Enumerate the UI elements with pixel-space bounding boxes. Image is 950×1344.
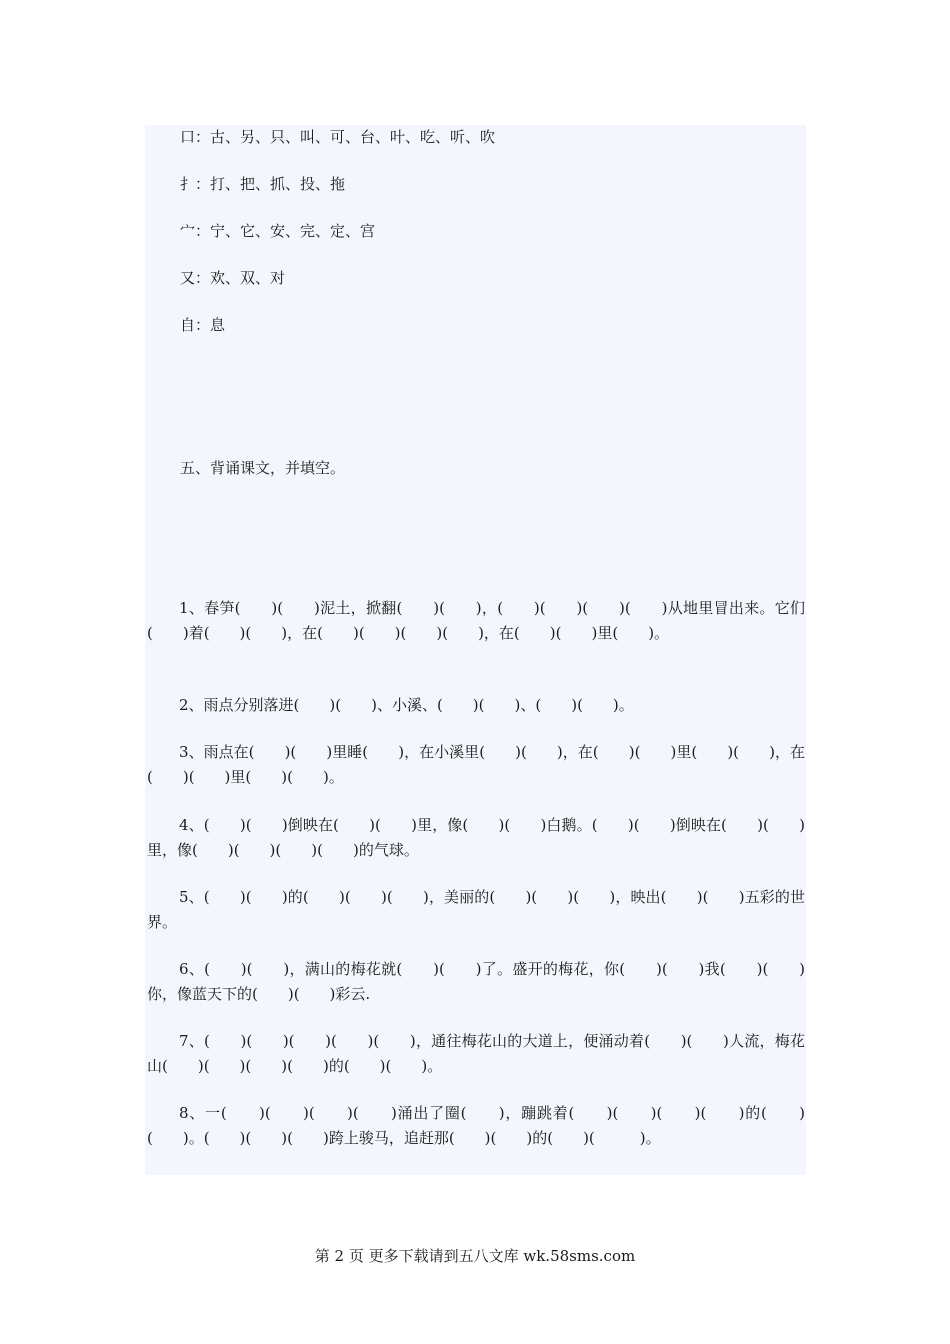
question-2: 2、雨点分别落进( )( )、小溪、( )( )、( )( )。 (179, 696, 634, 714)
radical-line-shou: 扌：打、把、抓、投、拖 (180, 175, 346, 193)
question-7: 7、( )( )( )( )( )，通往梅花山的大道上，便涌动着( )( )人流，梅花山( )( )( )( )的( )( )。 (147, 1032, 805, 1075)
radical-line-you: 又：欢、双、对 (180, 269, 286, 287)
question-1: 1、春笋( )( )泥土，掀翻( )( )，( )( )( )( )从地里冒出来。它们( )着( )( )，在( )( )( )( )，在( )( )里( )。 (147, 599, 805, 642)
question-3: 3、雨点在( )( )里睡( )，在小溪里( )( )，在( )( )里( )( )，在( )( )里( )( )。 (147, 743, 805, 786)
question-8: 8、一( )( )( )( )涌出了圈( )，蹦跳着( )( )( )( )的( )( )。( )( )( )跨上骏马，追赶那( )( )的( )( )。 (147, 1104, 805, 1147)
radical-line-kou: 口：古、另、只、叫、可、台、叶、吃、听、吹 (180, 128, 496, 146)
question-6: 6、( )( )，满山的梅花就( )( )了。盛开的梅花，你( )( )我( )( )你，像蓝天下的( )( )彩云. (147, 960, 805, 1003)
section-title: 五、背诵课文，并填空。 (180, 459, 346, 477)
radical-line-mian: 宀：宁、它、安、完、定、宫 (180, 222, 376, 240)
question-4: 4、( )( )倒映在( )( )里，像( )( )白鹅。( )( )倒映在( )( )里，像( )( )( )( )的气球。 (147, 816, 805, 859)
radical-line-zi: 自：息 (180, 316, 226, 334)
page-footer: 第 2 页 更多下载请到五八文库 wk.58sms.com (314, 1247, 636, 1265)
question-5: 5、( )( )的( )( )( )，美丽的( )( )( )，映出( )( )五彩的世界。 (147, 888, 805, 931)
